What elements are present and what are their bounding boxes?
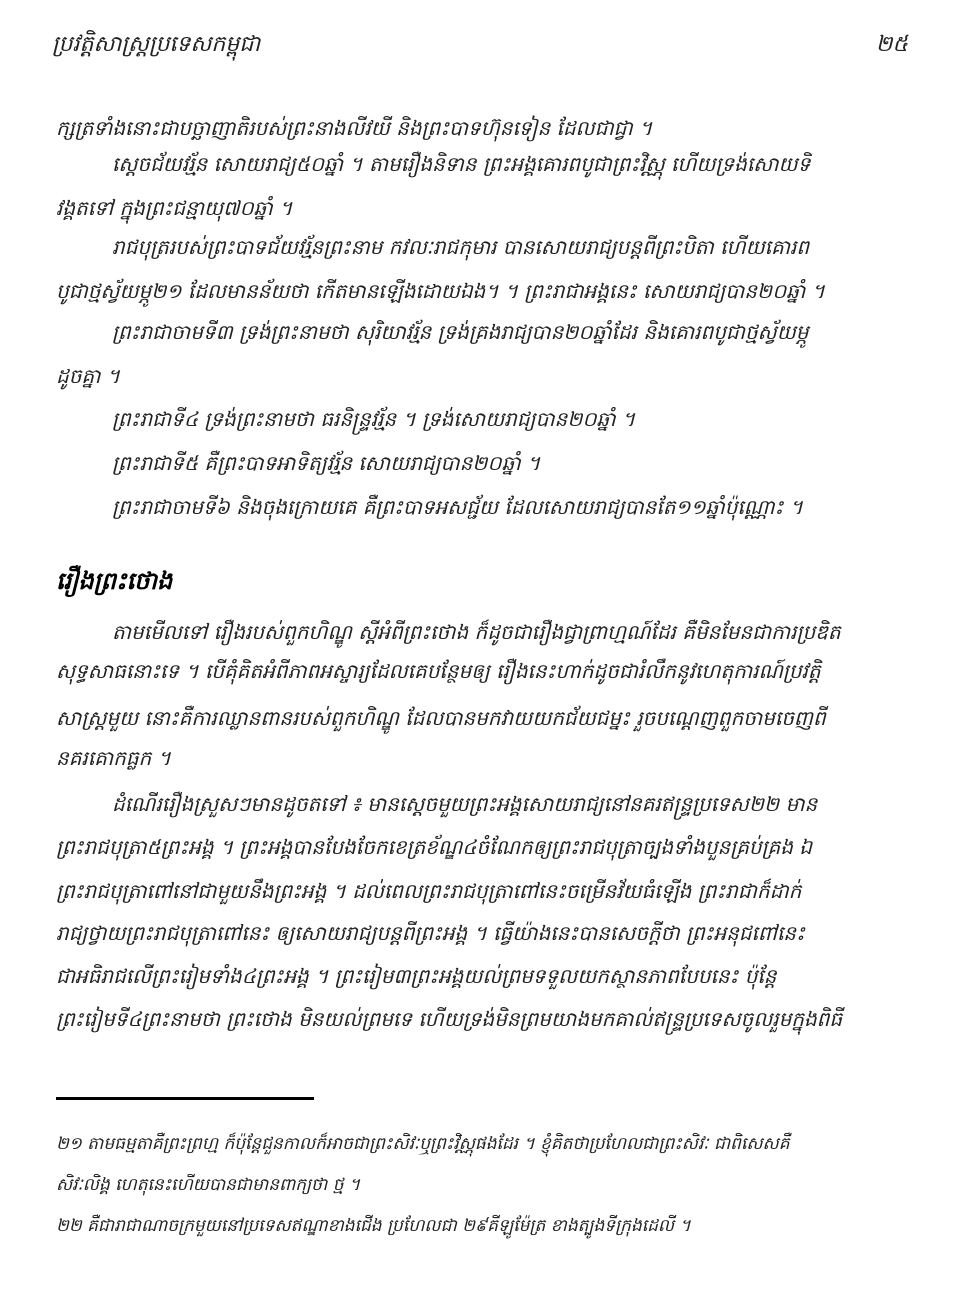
section-heading: រឿងព្រះថោង [56,567,173,595]
text-line: ដូចគ្នា ។ [56,364,120,388]
text-line: វង្គតទៅ ក្នុងព្រះជន្មាយុ៧០ឆ្នាំ ។ [56,196,293,220]
running-header-title: ប្រវត្តិសាស្ត្រប្រទេសកម្ពុជា [52,32,261,57]
text-line: ព្រះរាជបុត្រា៥ព្រះអង្គ ។ ព្រះអង្គបានបែងចែកខេត្រខ័ណ្ឌ៤ចំណែកឲ្យព្រះរាជបុត្រាច្បងទាំងបួនគ្រប់គ្រង ឯ [56,835,812,859]
footnote-21: ២១ តាមធម្មតាគឺព្រះព្រហ្ម ក៏ប៉ុន្តែជួនកាលក៏អាចជាព្រះសិវៈឬព្រះវិស្ណុផងដែរ ។ ខ្ញុំគិតថាប្រហែលជាព្រះសិវៈ ជាពិសេសគឺ [56,1134,790,1154]
text-line: ជាអធិរាជលើព្រះរៀមទាំង៤ព្រះអង្គ ។ ព្រះរៀម៣ព្រះអង្គយល់ព្រមទទួលយកស្ថានភាពបែបនេះ ប៉ុន្តែ [56,964,777,988]
text-line: រាជបុត្ររបស់ព្រះបាទជ័យវរ្ម័នព្រះនាម កវលៈរាជកុមារ បានសោយរាជ្យបន្តពីព្រះបិតា ហើយគោរព [112,235,810,259]
text-line: ក្សត្រទាំងនោះជាបច្ឆាញាតិរបស់ព្រះនាងលីវយី និងព្រះបាទហ៊ុនទៀន ដែលជាជ្វា ។ [56,116,653,140]
text-line: បូជាថ្មស្វ័យម្ភូ២១ ដែលមានន័យថា កើតមានឡើងដោយឯង។ ។ ព្រះរាជាអង្គនេះ សោយរាជ្យបាន២០ឆ្នាំ ។ [56,279,825,303]
text-line: រាជ្យថ្វាយព្រះរាជបុត្រាពៅនេះ ឲ្យសោយរាជ្យបន្តពីព្រះអង្គ ។ ធ្វើយ៉ាងនេះបានសេចក្តីថា ព្រះអនុជពៅនេះ [56,921,805,945]
text-line: នគរគោកធ្លក ។ [56,746,171,770]
text-line: ដំណើររឿងស្រួសៗមានដូចតទៅ ៖ មានស្តេចមួយព្រះអង្គសោយរាជ្យនៅនគរឥន្ទ្រប្រទេស២២ មាន [112,792,818,816]
text-line: តាមមើលទៅ រឿងរបស់ពួកហិណ្ឌូ ស្តីអំពីព្រះថោង ក៏ដូចជារឿងជ្វាព្រាហ្មណ៍ដែរ គឺមិនមែនជាការប្រឌិត [112,620,841,644]
text-line: ព្រះរាជាទី៤ ទ្រង់ព្រះនាមថា ធរនិន្ទ្រវរ្ម័ន ។ ទ្រង់សោយរាជ្យបាន២០ឆ្នាំ ។ [112,407,636,431]
text-line: ព្រះរាជាចាមទី៦ និងចុងក្រោយគេ គឺព្រះបាទអសជ្ជ័យ ដែលសោយរាជ្យបានតែ១១ឆ្នាំប៉ុណ្ណោះ ។ [112,495,803,519]
footnote-22: ២២ គឺជារាជាណាចក្រមួយនៅប្រទេសឥណ្ឌាខាងជើង ប្រហែលជា ២៩គីឡូម៉ែត្រ ខាងត្បូងទីក្រុងដេលី ។ [56,1216,691,1236]
text-line: សាស្ត្រមួយ នោះគឺការឈ្លានពានរបស់ពួកហិណ្ឌូ ដែលបានមកវាយយកជ័យជម្នះ រួចបណ្តេញពួកចាមចេញពី [56,706,826,730]
text-line: សុទ្ធសាធនោះទេ ។ បើគុំគិតអំពីភាពអស្ចារ្យដែលគេបន្ថែមឲ្យ រឿងនេះហាក់ដូចជារំលឹកនូវហេតុការណ៍ប្រវត្តិ [56,659,821,683]
text-line: ស្តេចជ័យវរ្ម័ន សោយរាជ្យ៥០ឆ្នាំ ។ តាមរឿងនិទាន ព្រះអង្គគោរពបូជាព្រះវិស្ណុ ហើយទ្រង់សោយទិ [112,152,811,176]
footnote-separator [56,1097,314,1100]
text-line: ព្រះរាជាទី៥ គឺព្រះបាទអាទិត្យវរ្ម័ន សោយរាជ្យបាន២០ឆ្នាំ ។ [112,451,541,475]
page-number: ២៥ [875,32,908,57]
text-line: ព្រះរៀមទី៤ព្រះនាមថា ព្រះថោង មិនយល់ព្រមទេ ហើយទ្រង់មិនព្រមយាងមកគាល់ឥន្ទ្រប្រទេសចូលរួមក្នុងពិធី [56,1007,843,1031]
text-line: ព្រះរាជបុត្រាពៅនៅជាមួយនឹងព្រះអង្គ ។ ដល់ពេលព្រះរាជបុត្រាពៅនេះចម្រើនវ័យធំឡើង ព្រះរាជាក៏ដាក់ [56,879,802,903]
text-line: ព្រះរាជាចាមទី៣ ទ្រង់ព្រះនាមថា សុរិយាវរ្ម័ន ទ្រង់គ្រងរាជ្យបាន២០ឆ្នាំដែរ និងគោរពបូជាថ្មស្វ័យម្ភូ [112,320,809,344]
footnote-21-cont: សិវៈលិង្គ ហេតុនេះហើយបានជាមានពាក្យថា ថ្ម ។ [56,1175,361,1195]
